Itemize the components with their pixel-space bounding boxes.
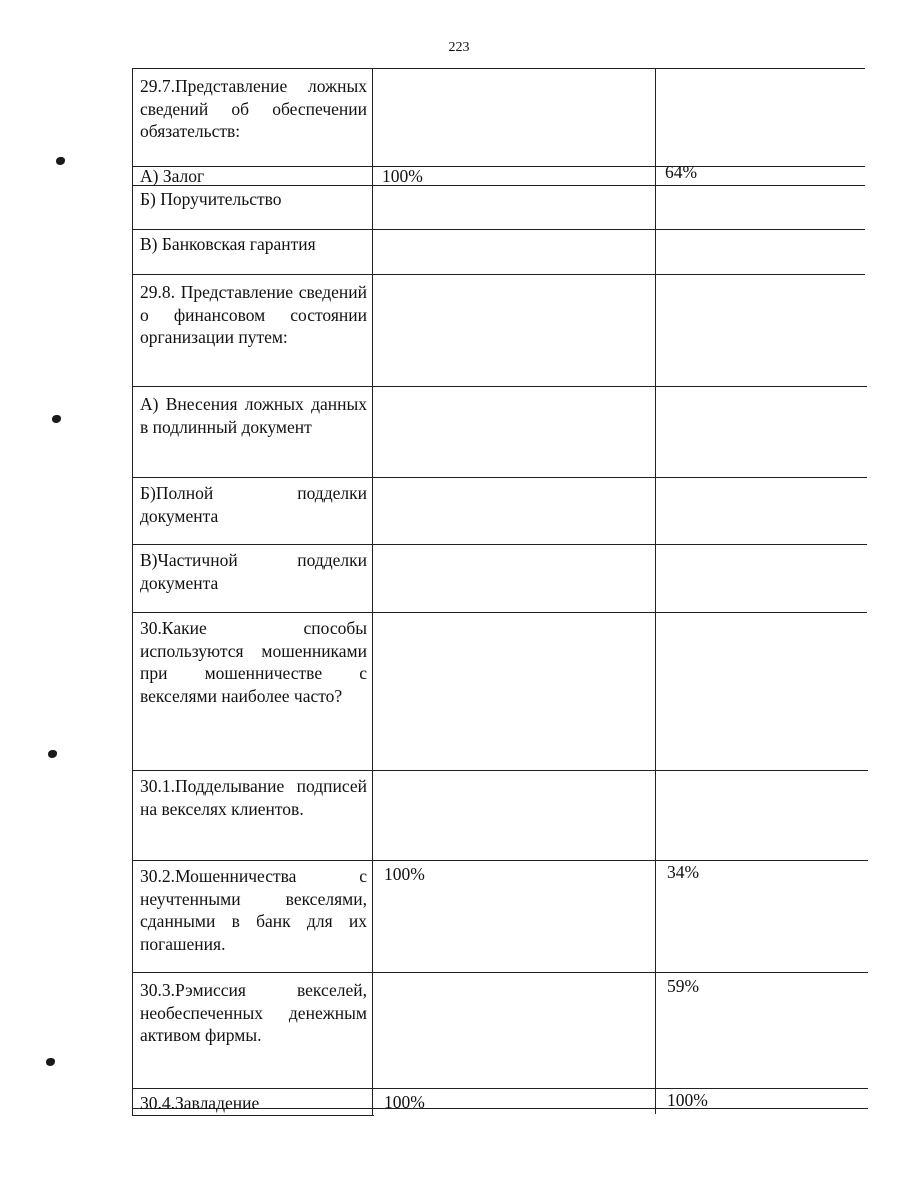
table-row-question bbox=[140, 188, 367, 211]
page-number: 223 bbox=[448, 40, 470, 55]
table-row-question bbox=[140, 233, 367, 256]
question-text: 30.1.Подделывание подписей на векселях клиентов. bbox=[140, 776, 367, 819]
table-cell-col2: 100% bbox=[384, 1092, 425, 1112]
question-text: В)Частичной подделки документа bbox=[140, 550, 367, 593]
table-row-question bbox=[140, 549, 367, 594]
table-cell-col3: 64% bbox=[665, 162, 698, 182]
table-row-question bbox=[140, 165, 367, 188]
question-text: Б) Поручительство bbox=[140, 189, 282, 209]
row-divider bbox=[132, 770, 868, 771]
table-row-question bbox=[140, 617, 367, 707]
table-border-left bbox=[132, 68, 133, 1116]
row-divider bbox=[132, 386, 867, 387]
punch-hole-mark bbox=[52, 415, 61, 423]
table-cell-col2: 100% bbox=[382, 166, 423, 186]
row-divider bbox=[132, 612, 867, 613]
punch-hole-mark bbox=[46, 1058, 55, 1066]
row-divider bbox=[132, 972, 868, 973]
question-text: 29.8. Представление сведений о финансовом состоянии организации путем: bbox=[140, 282, 367, 347]
question-text: 30.3.Рэмиссия векселей, необеспеченных денежным активом фирмы. bbox=[140, 980, 367, 1045]
question-text: А) Залог bbox=[140, 166, 205, 186]
table-row-question bbox=[140, 393, 367, 438]
question-text: А) Внесения ложных данных в подлинный документ bbox=[140, 394, 367, 437]
table-row-question bbox=[140, 281, 367, 349]
table-row-question bbox=[140, 979, 367, 1047]
table-divider-1 bbox=[372, 68, 373, 1116]
punch-hole-mark bbox=[56, 157, 65, 165]
table-border-top bbox=[132, 68, 865, 69]
table-border-bottom bbox=[132, 1115, 374, 1116]
table-cell-col3: 100% bbox=[667, 1090, 708, 1110]
row-divider bbox=[132, 229, 865, 230]
question-text: В) Банковская гарантия bbox=[140, 234, 316, 254]
table-row-question bbox=[140, 1092, 367, 1115]
question-text: 30.Какие способы используются мошенниками при мошенничестве с векселями наиболее часто? bbox=[140, 618, 367, 706]
question-text: 30.2.Мошенничества с неучтенными векселями, сданными в банк для их погашения. bbox=[140, 866, 367, 954]
table-row-question bbox=[140, 865, 367, 955]
table-row-question bbox=[140, 75, 367, 143]
table-divider-2 bbox=[655, 68, 656, 1114]
punch-hole-mark bbox=[48, 750, 57, 758]
question-text: Б)Полной подделки документа bbox=[140, 483, 367, 526]
table-cell-col3: 59% bbox=[667, 976, 700, 996]
row-divider bbox=[132, 477, 867, 478]
table-cell-col2: 100% bbox=[384, 864, 425, 884]
question-text: 29.7.Представление ложных сведений об обеспечении обязательств: bbox=[140, 76, 367, 141]
table-row-question bbox=[140, 775, 367, 820]
table-cell-col3: 34% bbox=[667, 862, 700, 882]
row-divider bbox=[132, 274, 865, 275]
table-row-question bbox=[140, 482, 367, 527]
question-text: 30.4.Завладение bbox=[140, 1093, 260, 1113]
row-divider bbox=[132, 1088, 868, 1089]
row-divider bbox=[132, 544, 867, 545]
row-divider bbox=[132, 860, 868, 861]
